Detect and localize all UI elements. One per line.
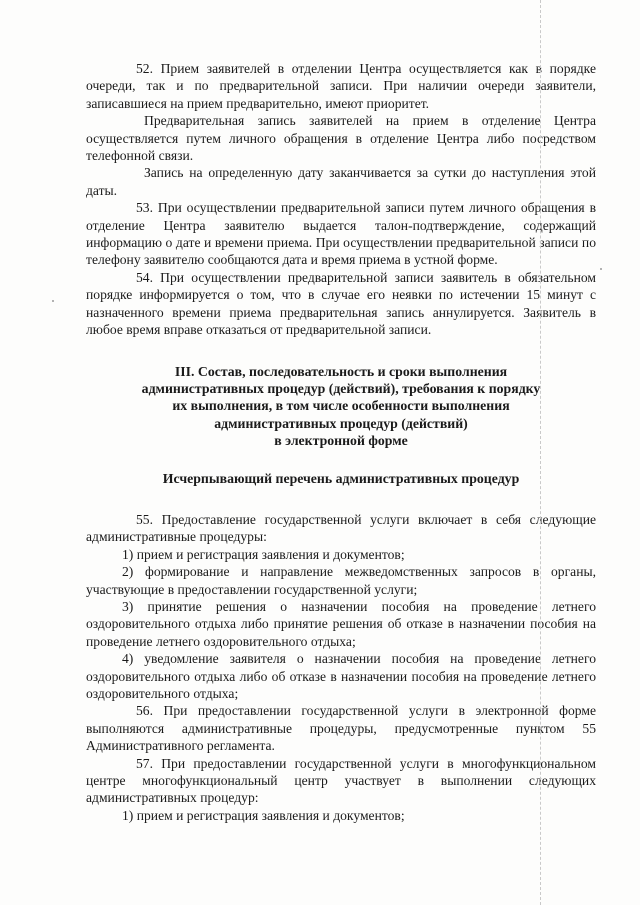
scan-artifact-line <box>540 0 541 905</box>
paragraph-54: 54. При осуществлении предварительной записи заявитель в обязательном порядке информируется о том, что в случае его неявки по истечении 15 минут с назначенного времени приема предварительная запись аннулируется. Заявитель в любое время вправе отказаться от предварительной записи. <box>86 269 596 338</box>
section-heading-line: административных процедур (действий) <box>214 415 468 431</box>
section-heading-line: административных процедур (действий), требования к порядку <box>141 380 541 396</box>
paragraph-52: 52. Прием заявителей в отделении Центра осуществляется как в порядке очереди, так и по предварительной записи. При наличии очереди заявители, записавшиеся на прием предварительно, имеют приоритет. <box>86 61 596 111</box>
section-heading-line: III. Состав, последовательность и сроки выполнения <box>174 363 508 379</box>
list-item-procedure: 3) принятие решения о назначении пособия на проведение летнего оздоровительного отдыха либо принятие решения об отказе в назначении пособия на проведение летнего оздоровительного отдыха; <box>86 598 596 649</box>
section-heading <box>86 363 596 450</box>
paragraph-57: 57. При предоставлении государственной услуги в многофункциональном центре многофункциональный центр участвует в выполнении следующих административных процедур: <box>86 755 596 806</box>
paragraph-53: 53. При осуществлении предварительной записи путем личного обращения в отделение Центра заявителю выдается талон-подтверждение, содержащий информацию о дате и времени приема. При осуществлении предварительной записи по телефону заявителю сообщаются дата и время приема в устной форме. <box>86 200 596 268</box>
subsection-heading: Исчерпывающий перечень административных процедур <box>162 470 520 486</box>
scan-speck <box>600 268 602 270</box>
list-item-procedure: 4) уведомление заявителя о назначении пособия на проведение летнего оздоровительного отдыха либо об отказе в назначении пособия на проведение летнего оздоровительного отдыха; <box>86 651 596 701</box>
paragraph-52-preliminary: Предварительная запись заявителей на прием в отделение Центра осуществляется путем личного обращения в отделение Центра либо посредством телефонной связи. <box>86 113 596 164</box>
paragraph-56: 56. При предоставлении государственной услуги в электронной форме выполняются административные процедуры, предусмотренные пунктом 55 Административного регламента. <box>86 703 596 754</box>
paragraph-55: 55. Предоставление государственной услуги включает в себя следующие административные процедуры: <box>86 511 596 545</box>
paragraph-52-deadline: Запись на определенную дату заканчивается за сутки до наступления этой даты. <box>86 165 596 198</box>
section-heading-line: в электронной форме <box>274 433 408 449</box>
scan-speck <box>52 300 54 302</box>
list-item-procedure: 2) формирование и направление межведомственных запросов в органы, участвующие в предоставлении государственной услуги; <box>86 564 596 597</box>
list-item-procedure: 1) прием и регистрация заявления и документов; <box>122 546 405 562</box>
list-item-procedure: 1) прием и регистрация заявления и документов; <box>122 807 405 823</box>
section-heading-line: их выполнения, в том числе особенности выполнения <box>172 398 510 414</box>
